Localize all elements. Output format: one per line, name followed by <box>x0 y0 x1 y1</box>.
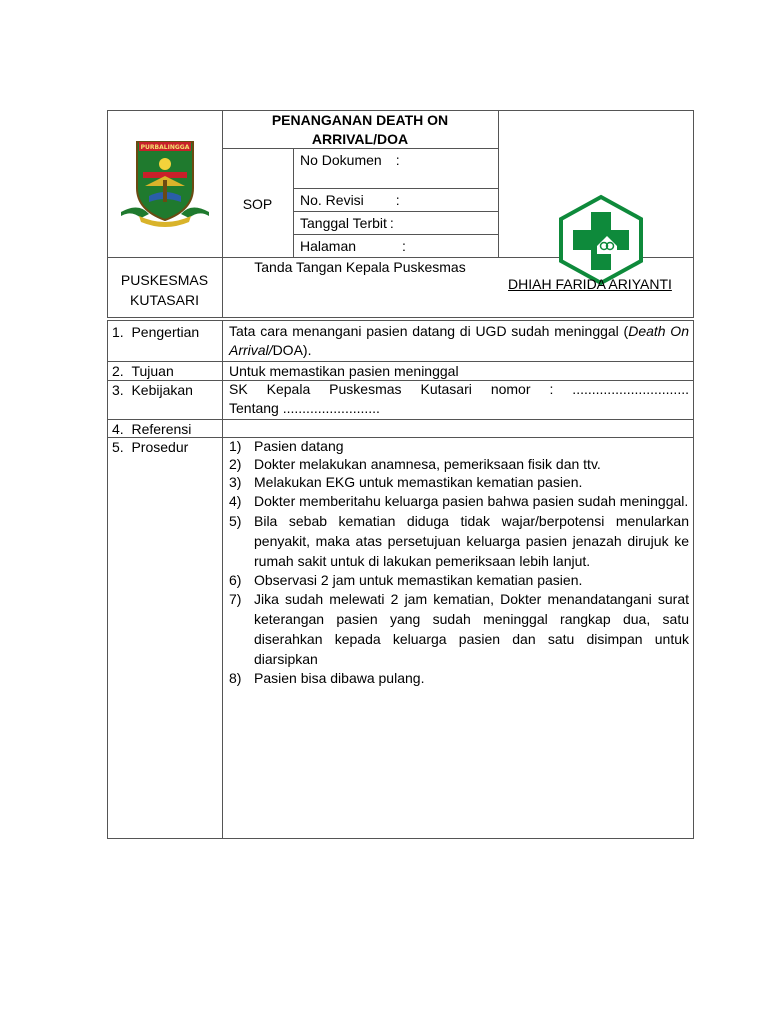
section-pengertian <box>112 323 199 341</box>
field-label: Halaman <box>300 238 357 254</box>
section-kebijakan <box>112 381 193 399</box>
step-number: 1) <box>229 438 242 454</box>
header-line-2 <box>293 211 498 212</box>
step-number: 6) <box>229 572 242 588</box>
field-label: No. Revisi <box>300 192 364 208</box>
org-name-line2: KUTASARI <box>130 292 199 308</box>
sop-title-line2: ARRIVAL/DOA <box>311 131 409 147</box>
step-number: 2) <box>229 456 242 472</box>
section-referensi <box>112 420 191 438</box>
prosedur-step <box>229 669 689 687</box>
sop-header <box>107 110 694 318</box>
pengertian-text <box>229 322 689 360</box>
step-number: 3) <box>229 474 242 490</box>
kebijakan-line1: SK Kepala Puskesmas Kutasari nomor : .............................. <box>229 381 689 397</box>
signatory-name: DHIAH FARIDA ARIYANTI <box>508 276 672 292</box>
header-line-3 <box>293 234 498 235</box>
prosedur-step <box>229 511 689 571</box>
step-text: Pasien bisa dibawa pulang. <box>254 670 425 686</box>
purbalingga-crest-icon <box>119 136 211 228</box>
sop-title <box>222 111 498 149</box>
section-label: Tujuan <box>131 363 174 379</box>
field-halaman <box>300 237 406 255</box>
prosedur-list <box>229 437 689 687</box>
section-tujuan <box>112 362 174 380</box>
prosedur-step <box>229 571 689 589</box>
signature-label: Tanda Tangan Kepala Puskesmas <box>254 259 466 275</box>
section-label: Kebijakan <box>131 382 193 398</box>
field-no-revisi <box>300 191 400 209</box>
field-no-dokumen <box>300 151 400 169</box>
step-text: Pasien datang <box>254 438 344 454</box>
header-line-1 <box>293 188 498 189</box>
field-sep: : <box>395 152 400 168</box>
field-sep: : <box>389 215 394 231</box>
step-text: Jika sudah melewati 2 jam kematian, Dokter menandatangani surat keterangan pasien yang sudah meninggal rangkap dua, satu diserahkan kepada keluarga pasien dan satu disimpan untuk diarsipkan <box>254 591 689 667</box>
svg-text:PURBALINGGA: PURBALINGGA <box>140 144 190 151</box>
field-label: No Dokumen <box>300 152 382 168</box>
section-number: 1. <box>112 324 124 340</box>
section-number: 3. <box>112 382 124 398</box>
header-divider-right <box>498 110 499 257</box>
step-number: 8) <box>229 670 242 686</box>
step-number: 7) <box>229 591 242 607</box>
pengertian-text-end: DOA). <box>272 342 312 358</box>
section-label: Pengertian <box>131 324 200 340</box>
step-text: Melakukan EKG untuk memastikan kematian pasien. <box>254 474 583 490</box>
sop-title-line1: PENANGANAN DEATH ON <box>271 112 449 128</box>
org-name-line1: PUSKESMAS <box>120 272 209 288</box>
field-sep: : <box>402 238 406 254</box>
section-number: 4. <box>112 421 124 437</box>
section-label: Prosedur <box>131 439 189 455</box>
step-text: Observasi 2 jam untuk memastikan kematian pasien. <box>254 572 583 588</box>
prosedur-step <box>229 455 689 473</box>
step-number: 4) <box>229 493 242 509</box>
prosedur-step <box>229 473 689 491</box>
step-text: Bila sebab kematian diduga tidak wajar/berpotensi menularkan penyakit, maka atas persetujuan keluarga pasien jenazah dirujuk ke rumah sakit untuk di lakukan pemeriksaan lebih lanjut. <box>254 513 689 569</box>
tujuan-text: Untuk memastikan pasien meninggal <box>229 363 459 379</box>
step-text: Dokter memberitahu keluarga pasien bahwa pasien sudah meninggal. <box>254 493 689 509</box>
kebijakan-text <box>229 380 689 418</box>
section-number: 2. <box>112 363 124 379</box>
step-text: Dokter melakukan anamnesa, pemeriksaan fisik dan ttv. <box>254 456 601 472</box>
prosedur-step <box>229 491 689 511</box>
sop-label: SOP <box>242 196 273 212</box>
prosedur-step <box>229 589 689 669</box>
step-number: 5) <box>229 513 242 529</box>
table-column-divider <box>222 321 223 838</box>
section-number: 5. <box>112 439 124 455</box>
org-name <box>107 270 222 310</box>
sop-content-table <box>107 320 694 839</box>
section-label: Referensi <box>131 421 192 437</box>
section-prosedur <box>112 438 188 456</box>
pengertian-text-italic: Death On Arrival/ <box>229 323 689 358</box>
field-sep: : <box>395 192 400 208</box>
header-divider-sop <box>293 148 294 257</box>
field-tanggal-terbit <box>300 214 394 232</box>
field-label: Tanggal Terbit <box>300 215 387 231</box>
pengertian-text-start: Tata cara menangani pasien datang di UGD sudah meninggal ( <box>229 323 629 339</box>
puskesmas-logo-icon <box>557 194 645 286</box>
kebijakan-line2: Tentang ......................... <box>229 400 380 416</box>
prosedur-step <box>229 437 689 455</box>
row-line-3 <box>108 419 693 420</box>
